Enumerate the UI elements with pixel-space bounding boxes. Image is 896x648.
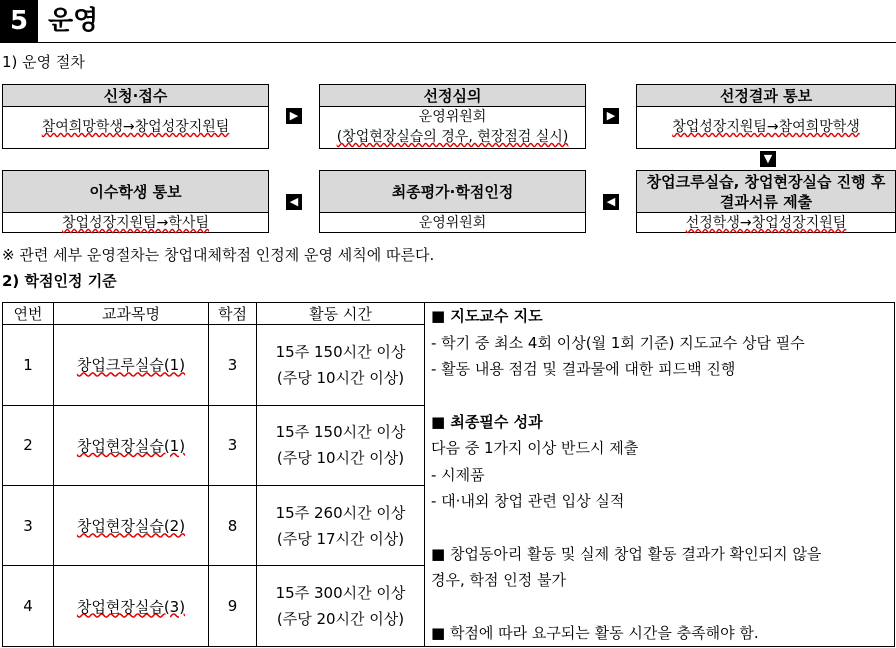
flow-box-review	[319, 84, 586, 149]
column-header: 활동 시간	[257, 303, 425, 325]
flow-box-text: (창업현장실습의 경우, 현장점검 실시)	[336, 129, 569, 145]
row-number: 4	[3, 566, 54, 647]
course-name: 창업현장실습(3)	[76, 597, 186, 616]
flow-box-text: 운영위원회	[418, 109, 487, 125]
flow-box-title: 최종평가·학점인정	[320, 171, 585, 213]
section-title: 운영	[48, 6, 99, 36]
arrow-left-icon: ◀	[603, 194, 619, 210]
flow-box-text: 선정학생→창업성장지원팀	[685, 215, 847, 231]
note-line: - 학기 중 최소 4회 이상(월 1회 기준) 지도교수 상담 필수	[431, 333, 805, 352]
flow-box-apply	[2, 84, 269, 149]
flow-box-title: 선정심의	[320, 85, 585, 107]
credit-value: 8	[209, 486, 257, 566]
arrow-down-icon: ▼	[760, 151, 776, 167]
procedure-note: ※ 관련 세부 운영절차는 창업대체학점 인정제 운영 세칙에 따른다.	[2, 246, 435, 264]
flow-box-text: 참여희망학생→창업성장지원팀	[41, 119, 230, 135]
note-line: 경우, 학점 인정 불가	[431, 571, 566, 589]
note-line: - 시제품	[431, 465, 485, 484]
arrow-right-icon: ▶	[603, 108, 619, 124]
column-header: 연번	[3, 303, 54, 325]
credit-value: 3	[209, 405, 257, 485]
flow-box-title: 신청·접수	[3, 85, 268, 107]
row-number: 1	[3, 325, 54, 405]
note-line: ■ 지도교수 지도	[431, 307, 543, 325]
arrow-right-icon: ▶	[286, 108, 302, 124]
section-divider	[0, 42, 896, 43]
note-line: ■ 최종필수 성과	[431, 412, 543, 431]
note-line: ■ 창업동아리 활동 및 실제 창업 활동 결과가 확인되지 않을	[431, 544, 822, 563]
course-name: 창업현장실습(1)	[76, 436, 186, 455]
section-number: 5	[0, 0, 38, 42]
credit-value: 9	[209, 566, 257, 647]
activity-hours: 15주 150시간 이상 (주당 10시간 이상)	[257, 325, 425, 405]
course-name: 창업현장실습(2)	[76, 517, 186, 536]
course-name: 창업크루실습(1)	[76, 356, 186, 375]
table-header-row	[3, 303, 895, 325]
note-line: - 대·내외 창업 관련 입상 실적	[431, 492, 625, 510]
flow-box-title: 이수학생 통보	[3, 171, 268, 213]
flow-box-title: 선정결과 통보	[637, 85, 895, 107]
column-header: 학점	[209, 303, 257, 325]
activity-hours: 15주 300시간 이상 (주당 20시간 이상)	[257, 566, 425, 647]
flow-box-text: 창업성장지원팀→학사팀	[62, 215, 209, 231]
activity-hours: 15주 150시간 이상 (주당 10시간 이상)	[257, 405, 425, 485]
flow-box-submit	[636, 170, 896, 233]
procedure-heading: 1) 운영 절차	[2, 53, 85, 71]
credit-heading: 2) 학점인정 기준	[2, 272, 117, 290]
row-number: 2	[3, 405, 54, 485]
note-line: - 활동 내용 점검 및 결과물에 대한 피드백 진행	[431, 360, 736, 378]
flow-box-final-eval	[319, 170, 586, 233]
activity-hours: 15주 260시간 이상 (주당 17시간 이상)	[257, 486, 425, 566]
arrow-left-icon: ◀	[286, 194, 302, 210]
flow-box-text: 운영위원회	[418, 215, 487, 231]
credit-table	[2, 302, 895, 647]
credit-value: 3	[209, 325, 257, 405]
note-line: 다음 중 1가지 이상 반드시 제출	[431, 439, 639, 457]
flow-box-notify-result	[636, 84, 896, 149]
flow-box-text: 창업성장지원팀→참여희망학생	[672, 119, 860, 135]
flow-box-title: 창업크루실습, 창업현장실습 진행 후 결과서류 제출	[637, 171, 895, 213]
column-header: 교과목명	[54, 303, 209, 325]
row-number: 3	[3, 486, 54, 566]
note-line: ■ 학점에 따라 요구되는 활동 시간을 충족해야 함.	[431, 623, 759, 642]
flow-box-notify-students	[2, 170, 269, 233]
requirements-notes	[425, 303, 895, 647]
